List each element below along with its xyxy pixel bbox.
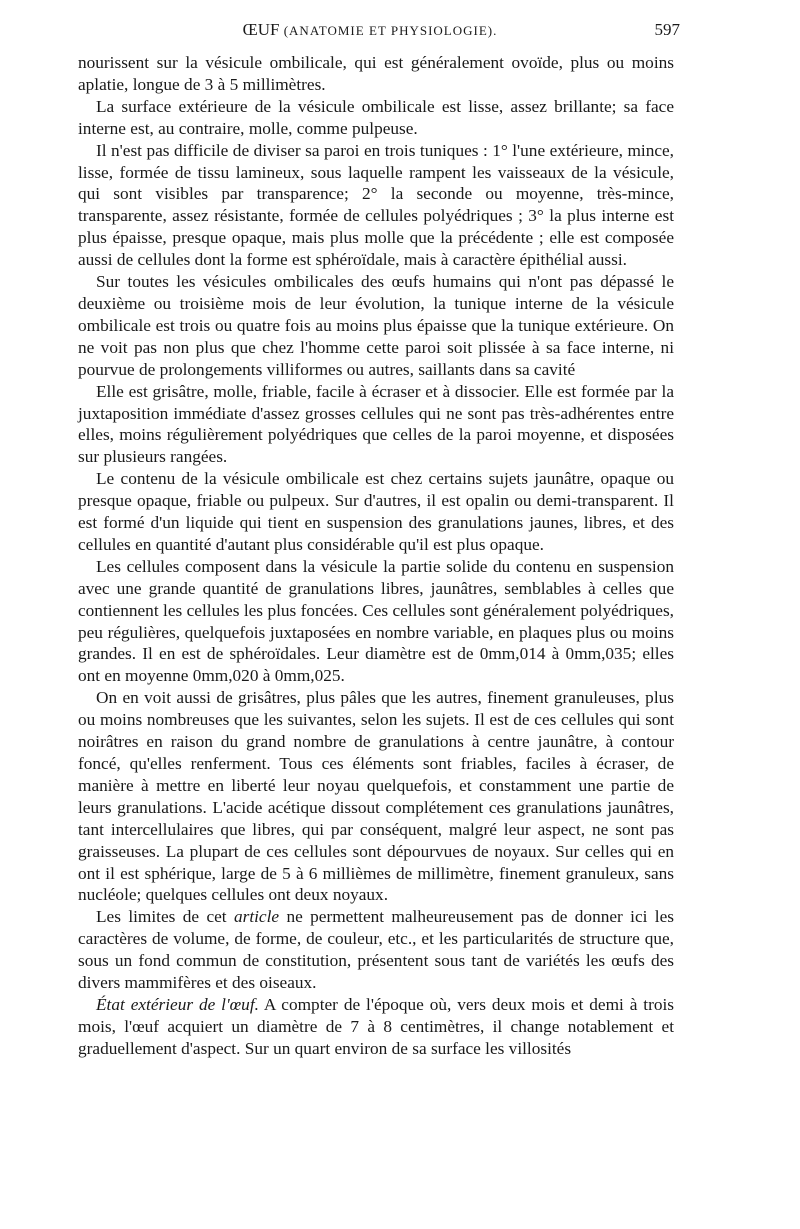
- paragraph-p5: [78, 381, 674, 469]
- paragraph-p9: [78, 906, 674, 994]
- paragraph-text: Les cellules composent dans la vésicule la partie solide du contenu en suspension avec une grande quantité de granulations libres, jaunâtres, semblables à celles que contiennent les cellules les plus foncées. Ces cellules sont généralement polyédriques, peu régulières, quelquefois juxtaposées en nombre variable, en plaques plus ou moins grandes. Il en est de sphéroïdales. Leur diamètre est de 0mm,014 à 0mm,035; elles ont en moyenne 0mm,020 à 0mm,025.: [78, 556, 674, 686]
- paragraph-text: A compter de l'époque où, vers deux mois et demi à trois mois, l'œuf acquiert un diamètre de 7 à 8 centimètres, il change notablement et graduellement d'aspect. Sur un quart environ de sa surface les villosités: [78, 994, 674, 1058]
- page-number: 597: [654, 20, 680, 39]
- italic-text: État extérieur de l'œuf.: [96, 994, 259, 1014]
- paragraph-text: La surface extérieure de la vésicule ombilicale est lisse, assez brillante; sa face interne est, au contraire, molle, comme pulpeuse.: [78, 96, 674, 138]
- paragraph-p3: [78, 140, 674, 271]
- paragraph-p10: [78, 994, 674, 1060]
- paragraph-text: Sur toutes les vésicules ombilicales des œufs humains qui n'ont pas dépassé le deuxième ou troisième mois de leur évolution, la tunique interne de la vésicule ombilicale est trois ou quatre fois au moins plus épaisse que la tunique extérieure. On ne voit pas non plus que chez l'homme cette paroi soit plissée à sa face interne, ni pourvue de prolongements villiformes ou autres, saillants dans sa cavité: [78, 272, 674, 379]
- paragraph-text: nourissent sur la vésicule ombilicale, qui est généralement ovoïde, plus ou moins aplatie, longue de 3 à 5 millimètres.: [78, 53, 674, 94]
- text-body: [78, 52, 674, 1060]
- running-title: [60, 20, 680, 40]
- paragraph-text: Elle est grisâtre, molle, friable, facile à écraser et à dissocier. Elle est formée par la juxtaposition immédiate d'assez grosses cellules qui ne sont pas très-adhérentes entre elles, moins régulièrement polyédriques que celles de la paroi moyenne, et disposées sur plusieurs rangées.: [78, 381, 674, 467]
- paragraph-text: ne permettent malheureusement pas de donner ici les caractères de volume, de forme, de couleur, etc., et les particularités de structure que, sous un fond commun de constitution, présentent sous tant de variétés les œufs des divers mammifères et des oiseaux.: [78, 907, 675, 993]
- paragraph-p4: [78, 271, 674, 381]
- paragraph-p2: [78, 96, 674, 140]
- paragraph-p1: [78, 52, 674, 96]
- paragraph-text: On en voit aussi de grisâtres, plus pâles que les autres, finement granuleuses, plus ou moins nombreuses que les suivantes, selon les sujets. Il est de ces cellules qui sont noirâtres en raison du grand nombre de granulations à centre jaunâtre, à contour foncé, qu'elles renferment. Tous ces éléments sont friables, faciles à écraser, de manière à mettre en liberté leur noyau quelquefois, et constamment une partie de leurs granulations. L'acide acétique dissout complétement ces granulations jaunâtres, tant intercellulaires que libres, qui par conséquent, malgré leur aspect, ne sont pas graisseuses. La plupart de ces cellules sont dépourvues de noyaux. Sur celles qui en ont il est sphérique, large de 5 à 6 millièmes de millimètre, finement granuleux, sans nucléole; quelques cellules ont deux noyaux.: [78, 688, 674, 905]
- paragraph-p6: [78, 468, 674, 556]
- running-title-sub: (ANATOMIE ET PHYSIOLOGIE).: [283, 23, 498, 38]
- running-title-main: ŒUF: [242, 20, 280, 39]
- paragraph-text: Les limites de cet: [96, 907, 234, 927]
- running-head: [60, 18, 680, 44]
- italic-text: article: [233, 907, 280, 927]
- paragraph-text: Le contenu de la vésicule ombilicale est chez certains sujets jaunâtre, opaque ou presque opaque, friable ou pulpeux. Sur d'autres, il est opalin ou demi-transparent. Il est formé d'un liquide qui tient en suspension des granulations jaunes, libres, et des cellules en quantité d'autant plus considérable qu'il est plus opaque.: [78, 469, 674, 554]
- paragraph-text: Il n'est pas difficile de diviser sa paroi en trois tuniques : 1° l'une extérieure, mince, lisse, formée de tissu lamineux, sous laquelle rampent les vaisseaux de la vésicule, qui sont visibles par transparence; 2° la seconde ou moyenne, très-mince, transparente, assez résistante, formée de cellules polyédriques ; 3° la plus interne est plus épaisse, presque opaque, mais plus molle que la précédente ; elle est composée aussi de cellules dont la forme est sphéroïdale, mais à caractère épithélial aussi.: [78, 140, 674, 270]
- paragraph-p8: [78, 687, 674, 906]
- paragraph-p7: [78, 556, 674, 687]
